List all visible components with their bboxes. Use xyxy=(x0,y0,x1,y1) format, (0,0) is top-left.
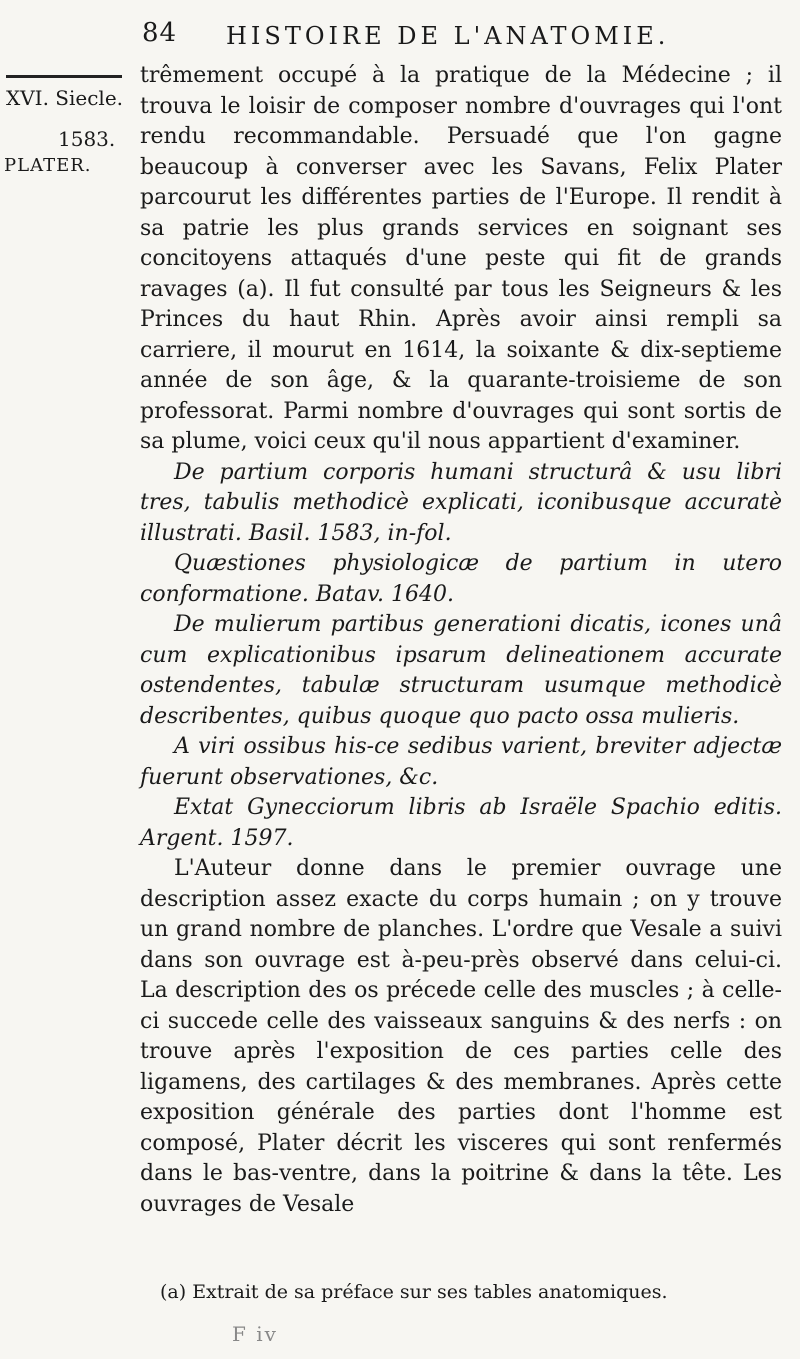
bibliography-entry: A viri ossibus his-ce sedibus varient, breviter adjectæ fuerunt observationes, &c. xyxy=(140,734,782,790)
signature-mark: F iv xyxy=(232,1322,278,1346)
bibliography-entry: De partium corporis humani structurâ & usu libri tres, tabulis methodicè explicati, iconibusque accuratè illustrati. Basil. 1583, in-fol. xyxy=(140,459,782,546)
bibliography-entry: Quæstiones physiologicæ de partium in utero conformatione. Batav. 1640. xyxy=(140,551,782,607)
paragraph-analysis: L'Auteur donne dans le premier ouvrage une description assez exacte du corps humain ; on y trouve un grand nombre de planches. L'ordre que Vesale a suivi dans son ouvrage est à-peu-près observé dans celui-ci. La description des os précede celle des muscles ; à celle-ci succede celle des vaisseaux sanguins & des nerfs : on trouve après l'exposition de ces parties celle des ligamens, des cartilages & des membranes. Après cette exposition générale des parties dont l'homme est composé, Plater décrit les visceres qui sont renfermés dans le bas-ventre, dans la poitrine & dans la tête. Les ouvrages de Vesale xyxy=(140,856,782,1217)
paragraph-biography: trêmement occupé à la pratique de la Médecine ; il trouva le loisir de composer nombre d'ouvrages qui l'ont rendu recommandable. Persuadé que l'on gagne beaucoup à converser avec les Savans, Felix Plater parcourut les différentes parties de l'Europe. Il rendit à sa patrie les plus grands services en soignant ses concitoyens attaqués d'une peste qui fit de grands ravages (a). Il fut consulté par tous les Seigneurs & les Princes du haut Rhin. Après avoir ainsi rempli sa carriere, il mourut en 1614, la soixante & dix-septieme année de son âge, & la quarante-troisieme de son professorat. Parmi nombre d'ouvrages qui sont sortis de sa plume, voici ceux qu'il nous appartient d'examiner. xyxy=(140,63,782,454)
margin-year-note: 1583. xyxy=(58,127,116,151)
margin-century-note: XVI. Siecle. xyxy=(6,86,124,110)
page-number: 84 xyxy=(142,18,178,48)
footnote: (a) Extrait de sa préface sur ses tables anatomiques. xyxy=(160,1281,668,1303)
bibliography-entry: Extat Gynecciorum libris ab Israële Spachio editis. Argent. 1597. xyxy=(140,795,782,851)
margin-rule xyxy=(6,75,122,78)
margin-name-note: PLATER. xyxy=(4,155,92,176)
bibliography-entry: De mulierum partibus generationi dicatis, icones unâ cum explicationibus ipsarum delineationem accurate ostendentes, tabulæ structuram usumque methodicè describentes, quibus quoque quo pacto ossa mulieris. xyxy=(140,612,782,729)
main-text xyxy=(140,61,782,1220)
running-title: HISTOIRE DE L'ANATOMIE. xyxy=(226,22,670,50)
